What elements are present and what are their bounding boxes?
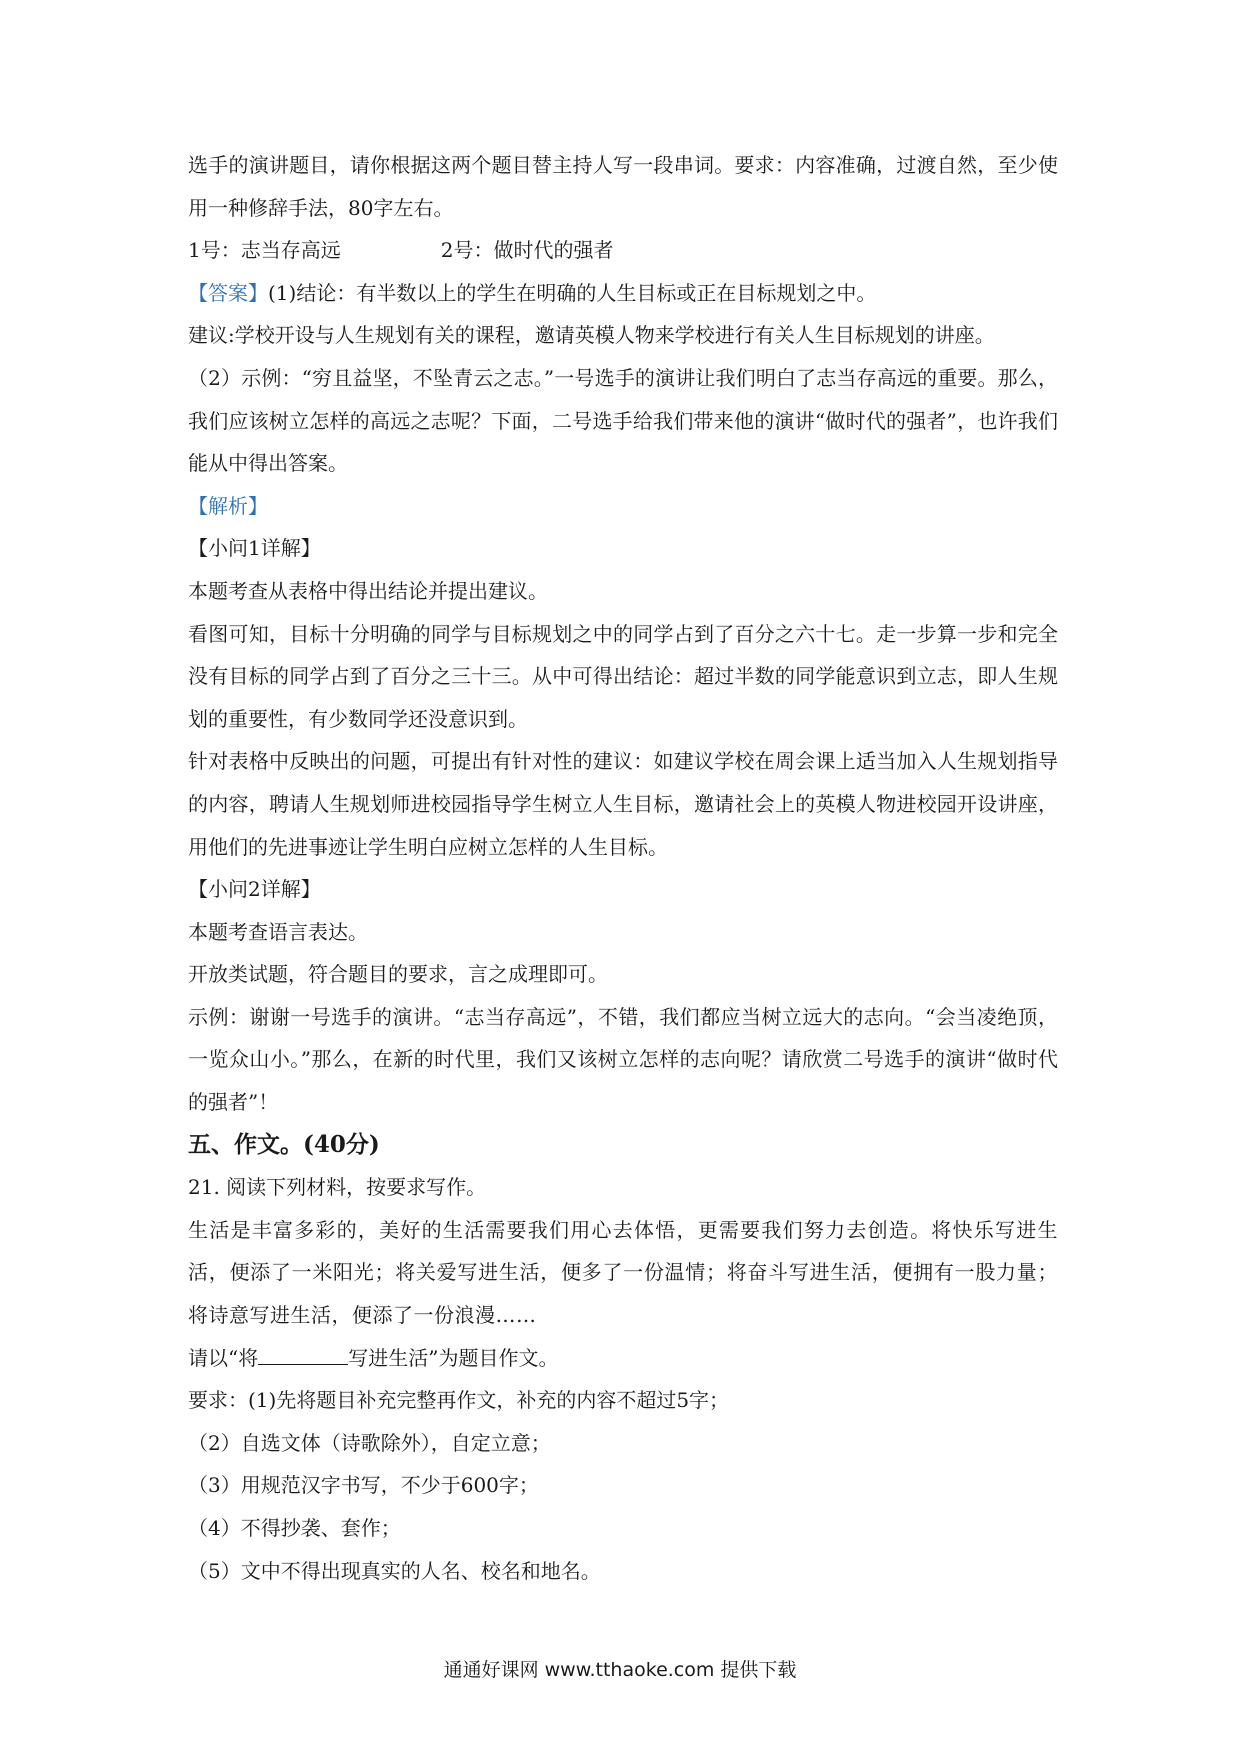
question-21: 21. 阅读下列材料，按要求写作。	[188, 1175, 487, 1200]
sub-question-2-heading: 【小问2详解】	[188, 877, 321, 902]
requirement-2: （2）自选文体（诗歌除外），自定立意；	[188, 1430, 551, 1455]
sub-question-2-text-b: 开放类试题，符合题目的要求，言之成理即可。	[188, 962, 608, 987]
section-title: 五、作文。(40分)	[188, 1130, 380, 1158]
topic-2: 2号：做时代的强者	[440, 238, 614, 263]
page-footer: 通通好课网 www.tthaoke.com 提供下载	[443, 1659, 797, 1681]
topic-1: 1号：志当存高远	[188, 238, 341, 263]
sub-question-2-text-a: 本题考查语言表达。	[188, 919, 368, 944]
question-continuation: 选手的演讲题目，请你根据这两个题目替主持人写一段串词。要求：内容准确，过渡自然，至少使用一种修辞手法，80字左右。	[188, 153, 1058, 220]
sub-question-1-text-b: 看图可知，目标十分明确的同学与目标规划之中的同学占到了百分之六十七。走一步算一步和完全没有目标的同学占到了百分之三十三。从中可得出结论：超过半数的同学能意识到立志，即人生规划的重要性，有少数同学还没意识到。	[188, 621, 1058, 731]
answer-2: （2）示例：“穷且益坚，不坠青云之志。”一号选手的演讲让我们明白了志当存高远的重要。那么，我们应该树立怎样的高远之志呢？下面，二号选手给我们带来他的演讲“做时代的强者”，也许我们能从中得出答案。	[188, 365, 1058, 476]
page-content	[188, 144, 1058, 1592]
requirement-4: （4）不得抄袭、套作；	[188, 1516, 401, 1540]
sub-question-2-text-c: 示例：谢谢一号选手的演讲。“志当存高远”，不错，我们都应当树立远大的志向。“会当凌绝顶，一览众山小。”那么，在新的时代里，我们又该树立怎样的志向呢？请欣赏二号选手的演讲“做时代的强者”！	[188, 1004, 1058, 1115]
essay-prompt-pre: 请以“将	[188, 1345, 259, 1370]
essay-material: 生活是丰富多彩的，美好的生活需要我们用心去体悟，更需要我们努力去创造。将快乐写进生活，便添了一米阳光；将关爱写进生活，便多了一份温情；将奋斗写进生活，便拥有一股力量；将诗意写进生活，便添了一份浪漫……	[188, 1217, 1058, 1328]
sub-question-1-text-a: 本题考查从表格中得出结论并提出建议。	[188, 578, 548, 603]
answer-suggestion: 建议:学校开设与人生规划有关的课程，邀请英模人物来学校进行有关人生目标规划的讲座。	[188, 323, 995, 348]
title-blank	[258, 1342, 348, 1365]
requirement-5: （5）文中不得出现真实的人名、校名和地名。	[188, 1558, 601, 1583]
essay-prompt	[188, 1337, 1058, 1380]
analysis-tag: 【解析】	[188, 493, 268, 518]
requirement-3: （3）用规范汉字书写，不少于600字；	[188, 1473, 539, 1498]
answer-1: (1)结论：有半数以上的学生在明确的人生目标或正在目标规划之中。	[268, 280, 877, 305]
requirement-1: 要求：(1)先将题目补充完整再作文，补充的内容不超过5字；	[188, 1388, 730, 1413]
answer-line-1	[188, 272, 1058, 315]
sub-question-1-heading: 【小问1详解】	[188, 536, 321, 561]
answer-tag: 【答案】	[188, 280, 268, 305]
analysis-tag-line	[188, 485, 1058, 528]
essay-prompt-post: 写进生活”为题目作文。	[348, 1345, 559, 1370]
topic-line	[188, 229, 1058, 272]
sub-question-1-text-c: 针对表格中反映出的问题，可提出有针对性的建议：如建议学校在周会课上适当加入人生规划指导的内容，聘请人生规划师进校园指导学生树立人生目标，邀请社会上的英模人物进校园开设讲座，用他们的先进事迹让学生明白应树立怎样的人生目标。	[188, 749, 1058, 859]
